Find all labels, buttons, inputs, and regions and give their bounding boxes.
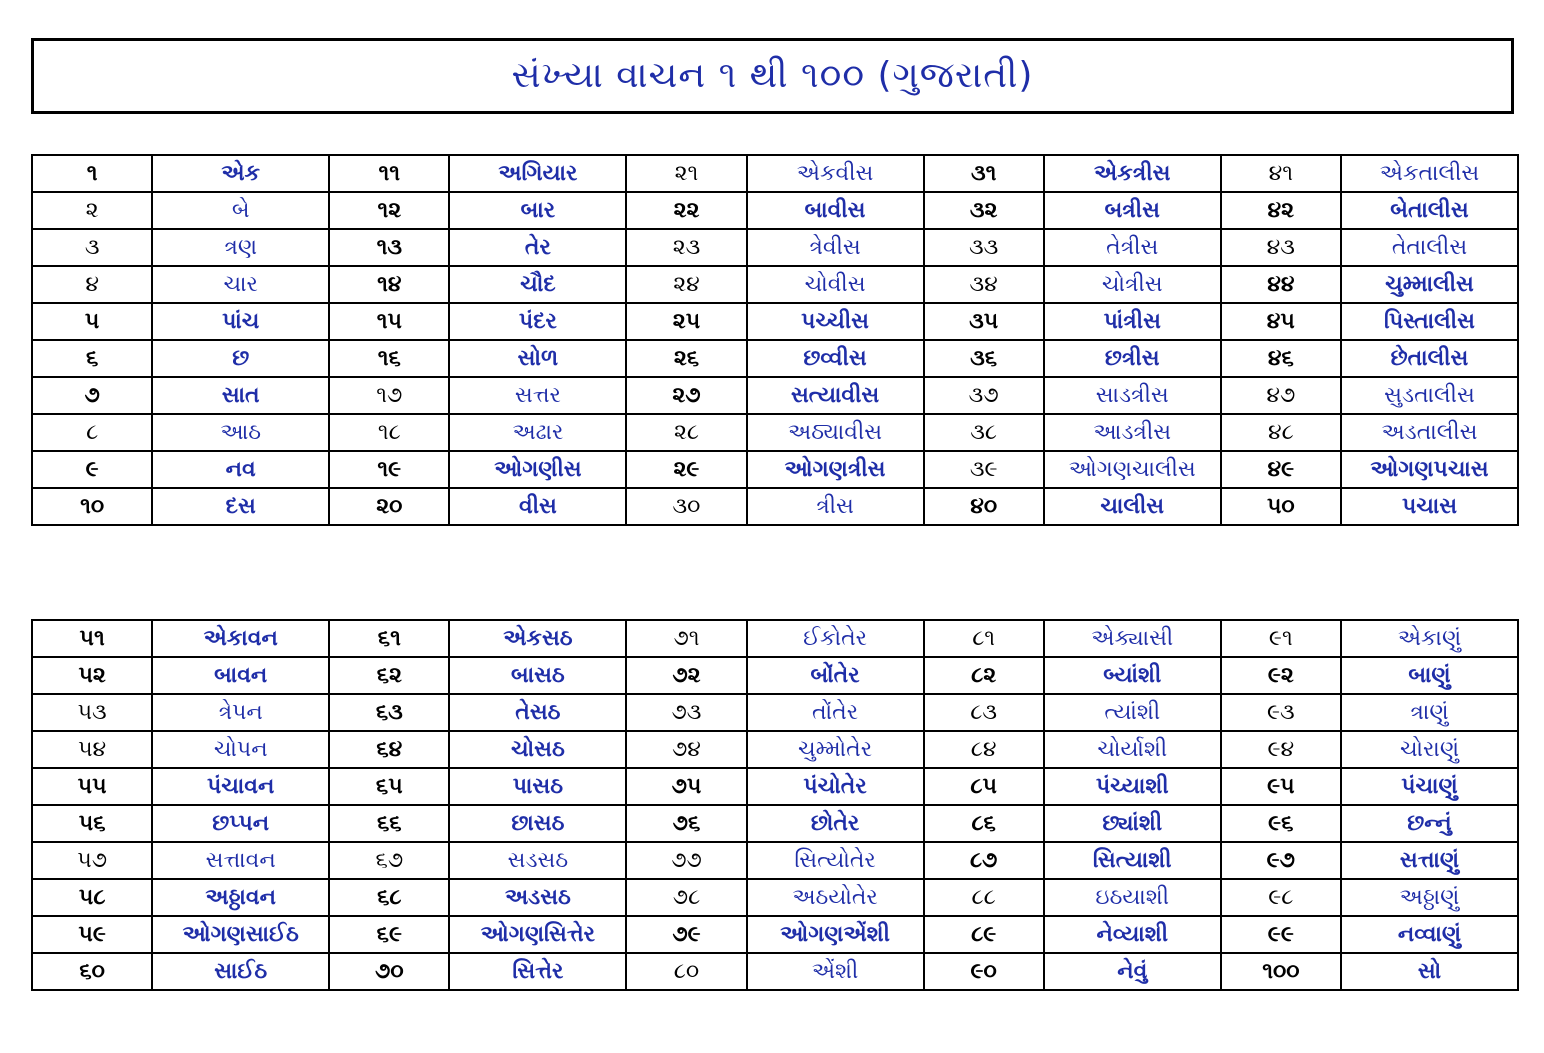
number-digit-cell: ૭૦	[329, 953, 449, 990]
number-word-cell: છેતાલીસ	[1341, 340, 1518, 377]
number-word-cell: બેતાલીસ	[1341, 192, 1518, 229]
table-row	[32, 731, 1518, 768]
number-word-cell: પંદર	[449, 303, 626, 340]
number-digit-cell: ૪૮	[1221, 414, 1341, 451]
number-word-cell: બત્રીસ	[1044, 192, 1221, 229]
number-word-cell: એકત્રીસ	[1044, 155, 1221, 192]
number-word-cell: તોંતેર	[747, 694, 924, 731]
number-digit-cell: ૩	[32, 229, 152, 266]
number-digit-cell: ૯૭	[1221, 842, 1341, 879]
table-row	[32, 768, 1518, 805]
number-digit-cell: ૫૬	[32, 805, 152, 842]
number-word-cell: ચાલીસ	[1044, 488, 1221, 525]
number-digit-cell: ૧૦	[32, 488, 152, 525]
number-word-cell: બાવીસ	[747, 192, 924, 229]
number-word-cell: તેત્રીસ	[1044, 229, 1221, 266]
number-digit-cell: ૯૬	[1221, 805, 1341, 842]
number-digit-cell: ૫૧	[32, 620, 152, 657]
number-digit-cell: ૧૬	[329, 340, 449, 377]
number-word-cell: અડસઠ	[449, 879, 626, 916]
number-digit-cell: ૮૭	[924, 842, 1044, 879]
number-digit-cell: ૨૯	[626, 451, 746, 488]
number-word-cell: પચાસ	[1341, 488, 1518, 525]
number-digit-cell: ૬૮	[329, 879, 449, 916]
number-digit-cell: ૫૮	[32, 879, 152, 916]
number-digit-cell: ૧	[32, 155, 152, 192]
number-digit-cell: ૨૫	[626, 303, 746, 340]
number-word-cell: અડતાલીસ	[1341, 414, 1518, 451]
number-digit-cell: ૪૩	[1221, 229, 1341, 266]
number-word-cell: દસ	[152, 488, 329, 525]
number-word-cell: સિત્યોતેર	[747, 842, 924, 879]
table-row	[32, 340, 1518, 377]
number-word-cell: અઠ્યાવીસ	[747, 414, 924, 451]
number-digit-cell: ૭૭	[626, 842, 746, 879]
number-digit-cell: ૮	[32, 414, 152, 451]
number-digit-cell: ૫	[32, 303, 152, 340]
number-word-cell: ચુમ્માલીસ	[1341, 266, 1518, 303]
number-digit-cell: ૩૨	[924, 192, 1044, 229]
number-digit-cell: ૫૩	[32, 694, 152, 731]
number-word-cell: બોંતેર	[747, 657, 924, 694]
number-digit-cell: ૪૦	[924, 488, 1044, 525]
number-word-cell: એકાણું	[1341, 620, 1518, 657]
number-digit-cell: ૫૭	[32, 842, 152, 879]
number-digit-cell: ૪૫	[1221, 303, 1341, 340]
number-digit-cell: ૪૧	[1221, 155, 1341, 192]
number-digit-cell: ૨૩	[626, 229, 746, 266]
number-digit-cell: ૧૮	[329, 414, 449, 451]
number-word-cell: ઓગણસાઈઠ	[152, 916, 329, 953]
number-word-cell: તેર	[449, 229, 626, 266]
number-word-cell: ચાર	[152, 266, 329, 303]
number-word-cell: એકવીસ	[747, 155, 924, 192]
number-word-cell: સાત	[152, 377, 329, 414]
number-digit-cell: ૩૪	[924, 266, 1044, 303]
number-digit-cell: ૩૧	[924, 155, 1044, 192]
number-word-cell: ચોર્યાશી	[1044, 731, 1221, 768]
number-digit-cell: ૨૨	[626, 192, 746, 229]
number-word-cell: અઢાર	[449, 414, 626, 451]
number-word-cell: બાર	[449, 192, 626, 229]
number-word-cell: ત્રીસ	[747, 488, 924, 525]
table-row	[32, 953, 1518, 990]
number-word-cell: આઠ	[152, 414, 329, 451]
table-row	[32, 414, 1518, 451]
number-digit-cell: ૮૦	[626, 953, 746, 990]
number-digit-cell: ૮૯	[924, 916, 1044, 953]
number-word-cell: સિત્યાશી	[1044, 842, 1221, 879]
number-word-cell: બાણું	[1341, 657, 1518, 694]
number-digit-cell: ૮૨	[924, 657, 1044, 694]
table-row	[32, 842, 1518, 879]
number-word-cell: એકાવન	[152, 620, 329, 657]
number-word-cell: અઠયોતેર	[747, 879, 924, 916]
table-row	[32, 451, 1518, 488]
number-word-cell: પંચોતેર	[747, 768, 924, 805]
number-word-cell: બે	[152, 192, 329, 229]
number-word-cell: સડસઠ	[449, 842, 626, 879]
number-digit-cell: ૪૬	[1221, 340, 1341, 377]
number-word-cell: સત્યાવીસ	[747, 377, 924, 414]
number-word-cell: છત્રીસ	[1044, 340, 1221, 377]
number-digit-cell: ૭૮	[626, 879, 746, 916]
number-word-cell: છ્યાંશી	[1044, 805, 1221, 842]
number-word-cell: ત્રેપન	[152, 694, 329, 731]
page-title: સંખ્યા વાચન ૧ થી ૧૦૦ (ગુજરાતી)	[511, 55, 1034, 96]
number-word-cell: ઓગણપચાસ	[1341, 451, 1518, 488]
number-word-cell: સત્તર	[449, 377, 626, 414]
table-row	[32, 266, 1518, 303]
number-digit-cell: ૧૯	[329, 451, 449, 488]
number-word-cell: બાસઠ	[449, 657, 626, 694]
number-word-cell: ઈકોતેર	[747, 620, 924, 657]
number-word-cell: બ્યાંશી	[1044, 657, 1221, 694]
number-word-cell: ત્રણ	[152, 229, 329, 266]
number-digit-cell: ૯૫	[1221, 768, 1341, 805]
number-word-cell: અઠ્ઠાણું	[1341, 879, 1518, 916]
number-word-cell: નેવું	[1044, 953, 1221, 990]
number-word-cell: ચોત્રીસ	[1044, 266, 1221, 303]
number-word-cell: ચુમ્મોતેર	[747, 731, 924, 768]
number-digit-cell: ૯૯	[1221, 916, 1341, 953]
number-digit-cell: ૬૫	[329, 768, 449, 805]
number-word-cell: એકતાલીસ	[1341, 155, 1518, 192]
table-row	[32, 657, 1518, 694]
number-word-cell: નવ	[152, 451, 329, 488]
number-word-cell: નવ્વાણું	[1341, 916, 1518, 953]
number-digit-cell: ૬૨	[329, 657, 449, 694]
table-row	[32, 916, 1518, 953]
number-digit-cell: ૪૪	[1221, 266, 1341, 303]
number-digit-cell: ૮૫	[924, 768, 1044, 805]
number-word-cell: એક	[152, 155, 329, 192]
number-digit-cell: ૭૨	[626, 657, 746, 694]
number-digit-cell: ૭૫	[626, 768, 746, 805]
number-digit-cell: ૩૫	[924, 303, 1044, 340]
number-digit-cell: ૯૩	[1221, 694, 1341, 731]
number-digit-cell: ૯૮	[1221, 879, 1341, 916]
table-row	[32, 303, 1518, 340]
number-word-cell: છોતેર	[747, 805, 924, 842]
number-word-cell: પંચાવન	[152, 768, 329, 805]
number-word-cell: એકસઠ	[449, 620, 626, 657]
number-word-cell: સત્તાણું	[1341, 842, 1518, 879]
number-word-cell: નેવ્યાશી	[1044, 916, 1221, 953]
number-digit-cell: ૬૭	[329, 842, 449, 879]
number-digit-cell: ૧૭	[329, 377, 449, 414]
number-word-cell: એંશી	[747, 953, 924, 990]
number-word-cell: અઠ્ઠાવન	[152, 879, 329, 916]
number-digit-cell: ૮૩	[924, 694, 1044, 731]
number-word-cell: ત્રાણું	[1341, 694, 1518, 731]
number-word-cell: બાવન	[152, 657, 329, 694]
number-digit-cell: ૪૭	[1221, 377, 1341, 414]
number-digit-cell: ૬	[32, 340, 152, 377]
table-row	[32, 620, 1518, 657]
number-digit-cell: ૪૨	[1221, 192, 1341, 229]
number-word-cell: ઓગણસિત્તેર	[449, 916, 626, 953]
number-digit-cell: ૫૯	[32, 916, 152, 953]
number-digit-cell: ૬૬	[329, 805, 449, 842]
number-digit-cell: ૨	[32, 192, 152, 229]
table-row	[32, 229, 1518, 266]
number-digit-cell: ૧૩	[329, 229, 449, 266]
number-digit-cell: ૭	[32, 377, 152, 414]
number-word-cell: ઓગણચાલીસ	[1044, 451, 1221, 488]
number-digit-cell: ૭૧	[626, 620, 746, 657]
number-digit-cell: ૭૪	[626, 731, 746, 768]
number-word-cell: વીસ	[449, 488, 626, 525]
number-digit-cell: ૧૦૦	[1221, 953, 1341, 990]
number-word-cell: આડત્રીસ	[1044, 414, 1221, 451]
title-box	[31, 38, 1514, 114]
number-word-cell: ચોરાણું	[1341, 731, 1518, 768]
number-digit-cell: ૨૬	[626, 340, 746, 377]
number-digit-cell: ૯	[32, 451, 152, 488]
number-word-cell: પંચાણું	[1341, 768, 1518, 805]
number-word-cell: સત્તાવન	[152, 842, 329, 879]
number-digit-cell: ૮૬	[924, 805, 1044, 842]
number-digit-cell: ૭૩	[626, 694, 746, 731]
number-word-cell: પિસ્તાલીસ	[1341, 303, 1518, 340]
number-digit-cell: ૫૦	[1221, 488, 1341, 525]
number-word-cell: અગિયાર	[449, 155, 626, 192]
number-digit-cell: ૮૪	[924, 731, 1044, 768]
number-digit-cell: ૬૩	[329, 694, 449, 731]
number-word-cell: સિત્તેર	[449, 953, 626, 990]
number-digit-cell: ૩૮	[924, 414, 1044, 451]
number-word-cell: ચોવીસ	[747, 266, 924, 303]
number-digit-cell: ૬૦	[32, 953, 152, 990]
number-word-cell: છવ્વીસ	[747, 340, 924, 377]
number-digit-cell: ૮૮	[924, 879, 1044, 916]
number-digit-cell: ૨૦	[329, 488, 449, 525]
number-word-cell: પાસઠ	[449, 768, 626, 805]
table-row	[32, 488, 1518, 525]
number-word-cell: ચોપન	[152, 731, 329, 768]
numbers-table-51-to-100	[31, 619, 1519, 991]
table-row	[32, 879, 1518, 916]
number-digit-cell: ૨૭	[626, 377, 746, 414]
number-digit-cell: ૧૪	[329, 266, 449, 303]
number-digit-cell: ૮૧	[924, 620, 1044, 657]
number-word-cell: છપ્પન	[152, 805, 329, 842]
number-word-cell: ઇઠયાશી	[1044, 879, 1221, 916]
number-digit-cell: ૫૫	[32, 768, 152, 805]
number-word-cell: છન્નું	[1341, 805, 1518, 842]
table-row	[32, 805, 1518, 842]
number-digit-cell: ૩૭	[924, 377, 1044, 414]
number-digit-cell: ૪	[32, 266, 152, 303]
number-word-cell: છ	[152, 340, 329, 377]
number-word-cell: છાસઠ	[449, 805, 626, 842]
number-word-cell: ચોસઠ	[449, 731, 626, 768]
number-word-cell: સો	[1341, 953, 1518, 990]
number-digit-cell: ૭૯	[626, 916, 746, 953]
number-digit-cell: ૫૨	[32, 657, 152, 694]
number-word-cell: ચૌદ	[449, 266, 626, 303]
table-row	[32, 192, 1518, 229]
number-word-cell: પંચ્યાશી	[1044, 768, 1221, 805]
number-digit-cell: ૨૮	[626, 414, 746, 451]
table-row	[32, 377, 1518, 414]
number-digit-cell: ૧૧	[329, 155, 449, 192]
number-digit-cell: ૬૯	[329, 916, 449, 953]
number-digit-cell: ૧૫	[329, 303, 449, 340]
number-digit-cell: ૯૧	[1221, 620, 1341, 657]
table-row	[32, 694, 1518, 731]
number-word-cell: પચ્ચીસ	[747, 303, 924, 340]
numbers-table-1-to-50	[31, 154, 1519, 526]
number-word-cell: તેસઠ	[449, 694, 626, 731]
number-word-cell: સાઈઠ	[152, 953, 329, 990]
number-digit-cell: ૨૪	[626, 266, 746, 303]
number-digit-cell: ૩૯	[924, 451, 1044, 488]
number-digit-cell: ૩૩	[924, 229, 1044, 266]
table-row	[32, 155, 1518, 192]
number-word-cell: પાંચ	[152, 303, 329, 340]
number-digit-cell: ૯૨	[1221, 657, 1341, 694]
number-word-cell: પાંત્રીસ	[1044, 303, 1221, 340]
number-word-cell: ત્યાંશી	[1044, 694, 1221, 731]
number-word-cell: ત્રેવીસ	[747, 229, 924, 266]
number-word-cell: ઓગણીસ	[449, 451, 626, 488]
number-digit-cell: ૯૦	[924, 953, 1044, 990]
number-word-cell: સાડત્રીસ	[1044, 377, 1221, 414]
number-digit-cell: ૯૪	[1221, 731, 1341, 768]
number-word-cell: તેતાલીસ	[1341, 229, 1518, 266]
number-digit-cell: ૧૨	[329, 192, 449, 229]
number-digit-cell: ૭૬	[626, 805, 746, 842]
number-word-cell: ઓગણત્રીસ	[747, 451, 924, 488]
number-word-cell: સોળ	[449, 340, 626, 377]
number-word-cell: ઓગણએંશી	[747, 916, 924, 953]
number-digit-cell: ૨૧	[626, 155, 746, 192]
number-digit-cell: ૫૪	[32, 731, 152, 768]
number-digit-cell: ૬૧	[329, 620, 449, 657]
number-word-cell: સુડતાલીસ	[1341, 377, 1518, 414]
number-digit-cell: ૩૦	[626, 488, 746, 525]
number-word-cell: એક્યાસી	[1044, 620, 1221, 657]
number-digit-cell: ૬૪	[329, 731, 449, 768]
number-digit-cell: ૩૬	[924, 340, 1044, 377]
number-digit-cell: ૪૯	[1221, 451, 1341, 488]
